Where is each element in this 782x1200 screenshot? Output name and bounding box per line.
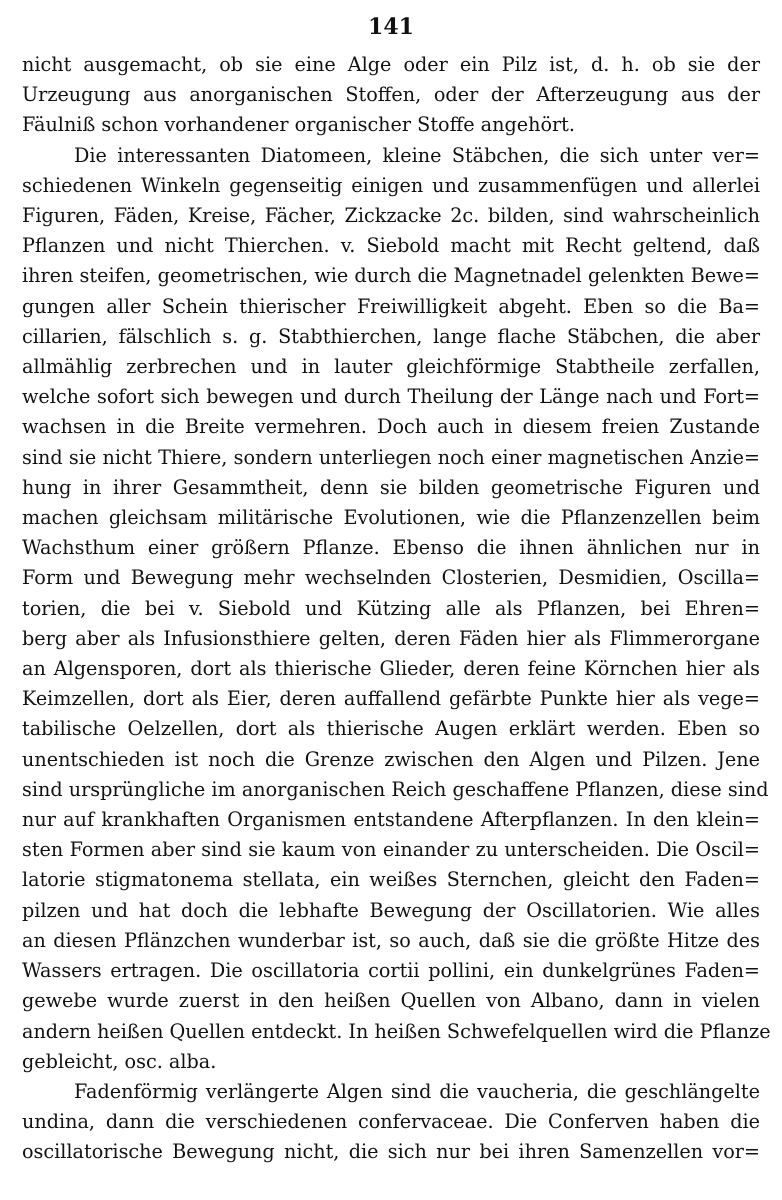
text-line: Pflanzen und nicht Thierchen. v. Siebold macht mit Recht geltend, daß xyxy=(22,234,760,258)
text-line: berg aber als Infusionsthiere gelten, deren Fäden hier als Flimmerorgane xyxy=(22,626,760,650)
text-line: latorie stigmatonema stellata, ein weißes Sternchen, gleicht den Faden= xyxy=(22,868,760,892)
text-line: sten Formen aber sind sie kaum von einander zu unterscheiden. Die Oscil= xyxy=(22,838,760,862)
text-line: an Algensporen, dort als thierische Glieder, deren feine Körnchen hier als xyxy=(22,657,760,681)
text-line: torien, die bei v. Siebold und Kützing alle als Pflanzen, bei Ehren= xyxy=(22,596,760,620)
text-line: nur auf krankhaften Organismen entstandene Afterpflanzen. In den klein= xyxy=(22,808,760,832)
text-line: Fadenförmig verlängerte Algen sind die vaucheria, die geschlängelte xyxy=(74,1079,760,1103)
text-line: andern heißen Quellen entdeckt. In heißen Schwefelquellen wird die Pflanze xyxy=(22,1019,771,1043)
text-line: Form und Bewegung mehr wechselnden Closterien, Desmidien, Oscilla= xyxy=(22,566,760,590)
text-line: gewebe wurde zuerst in den heißen Quellen von Albano, dann in vielen xyxy=(22,989,760,1013)
text-line: sind ursprüngliche im anorganischen Reich geschaffene Pflanzen, diese sind xyxy=(22,777,769,801)
text-line: ihren steifen, geometrischen, wie durch die Magnetnadel gelenkten Bewe= xyxy=(22,264,760,288)
text-line: undina, dann die verschiedenen confervaceae. Die Conferven haben die xyxy=(22,1110,760,1134)
text-line: unentschieden ist noch die Grenze zwischen den Algen und Pilzen. Jene xyxy=(22,747,760,771)
page-number: 141 xyxy=(368,14,414,40)
text-line: schiedenen Winkeln gegenseitig einigen und zusammenfügen und allerlei xyxy=(22,173,760,197)
text-line: welche sofort sich bewegen und durch Theilung der Länge nach und Fort= xyxy=(22,385,760,409)
text-line: cillarien, fälschlich s. g. Stabthierchen, lange flache Stäbchen, die aber xyxy=(22,324,760,348)
text-line: Figuren, Fäden, Kreise, Fächer, Zickzacke 2c. bilden, sind wahrscheinlich xyxy=(22,204,760,228)
text-line: machen gleichsam militärische Evolutionen, wie die Pflanzenzellen beim xyxy=(22,506,760,530)
text-line: wachsen in die Breite vermehren. Doch auch in diesem freien Zustande xyxy=(22,415,760,439)
text-line: hung in ihrer Gesammtheit, denn sie bilden geometrische Figuren und xyxy=(22,475,760,499)
paragraph-2 xyxy=(22,141,771,1077)
text-line: tabilische Oelzellen, dort als thierische Augen erklärt werden. Eben so xyxy=(22,717,760,741)
text-line: gungen aller Schein thierischer Freiwilligkeit abgeht. Eben so die Ba= xyxy=(22,294,760,318)
text-line: an diesen Pflänzchen wunderbar ist, so auch, daß sie die größte Hitze des xyxy=(22,928,760,952)
text-line: Wachsthum einer größern Pflanze. Ebenso die ihnen ähnlichen nur in xyxy=(22,536,760,560)
paragraph-1 xyxy=(22,50,760,141)
text-line: gebleicht, osc. alba. xyxy=(22,1049,217,1073)
text-line: Urzeugung aus anorganischen Stoffen, oder der Afterzeugung aus der xyxy=(22,83,760,107)
text-line: pilzen und hat doch die lebhafte Bewegung der Oscillatorien. Wie alles xyxy=(22,898,760,922)
text-line: Fäulniß schon vorhandener organischer Stoffe angehört. xyxy=(22,113,575,137)
text-line: allmählig zerbrechen und in lauter gleichförmige Stabtheile zerfallen, xyxy=(22,355,760,379)
text-line: Keimzellen, dort als Eier, deren auffallend gefärbte Punkte hier als vege= xyxy=(22,687,760,711)
text-line: Die interessanten Diatomeen, kleine Stäbchen, die sich unter ver= xyxy=(74,143,760,167)
text-line: oscillatorische Bewegung nicht, die sich nur bei ihren Samenzellen vor= xyxy=(22,1140,760,1164)
text-line: sind sie nicht Thiere, sondern unterliegen noch einer magnetischen Anzie= xyxy=(22,445,760,469)
text-line: Wassers ertragen. Die oscillatoria cortii pollini, ein dunkelgrünes Faden= xyxy=(22,959,760,983)
paragraph-3 xyxy=(22,1077,760,1168)
text-line: nicht ausgemacht, ob sie eine Alge oder ein Pilz ist, d. h. ob sie der xyxy=(22,53,760,76)
